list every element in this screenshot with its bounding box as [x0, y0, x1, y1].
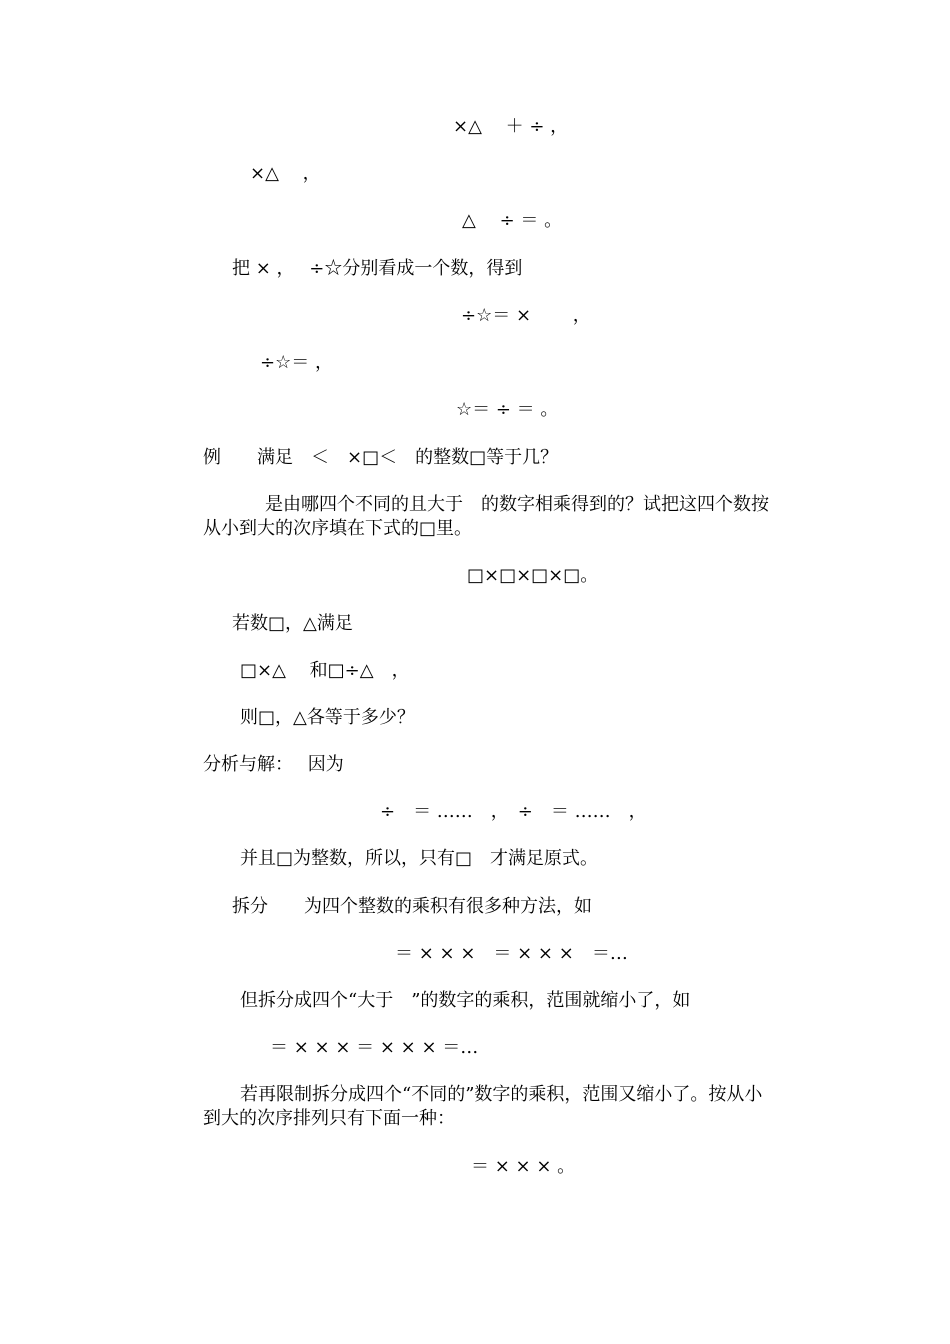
text-line-4: 把 × ， ÷☆分别看成一个数，得到: [232, 258, 523, 279]
text-line-17: 并且□为整数，所以，只有□ 才满足原式。: [240, 848, 599, 869]
text-line-19: ＝ × × × ＝ × × × ＝…: [395, 943, 628, 964]
text-line-6: ÷☆＝ ，: [260, 352, 333, 373]
text-line-11: □×□×□×□。: [467, 565, 599, 586]
text-line-10: 从小到大的次序填在下式的□里。: [203, 518, 473, 539]
analysis-heading: 分析与解： 因为: [203, 754, 344, 775]
text-line-9: 是由哪四个不同的且大于 的数字相乘得到的？试把这四个数按: [265, 494, 769, 515]
text-line-1: ×△ ＋ ÷ ，: [453, 116, 569, 137]
text-line-20: 但拆分成四个“大于 ”的数字的乘积，范围就缩小了，如: [240, 990, 691, 1011]
text-line-2: ×△ ，: [250, 163, 321, 184]
text-line-18: 拆分 为四个整数的乘积有很多种方法，如: [232, 896, 592, 917]
example-heading: 例 满足 ＜ ×□＜ 的整数□等于几？: [203, 447, 559, 468]
text-line-22: 若再限制拆分成四个“不同的”数字的乘积，范围又缩小了。按从小: [240, 1084, 763, 1105]
text-line-7: ☆＝ ÷ ＝ 。: [456, 399, 559, 420]
text-line-12: 若数□，△满足: [232, 613, 353, 634]
text-line-3: △ ÷ ＝ 。: [462, 210, 563, 231]
text-line-23: 到大的次序排列只有下面一种：: [203, 1108, 455, 1129]
text-line-21: ＝ × × × ＝ × × × ＝…: [270, 1037, 479, 1058]
text-line-24: ＝ × × × 。: [471, 1156, 576, 1177]
text-line-13: □×△ 和□÷△ ，: [240, 660, 410, 681]
text-line-16: ÷ ＝ …… ， ÷ ＝ …… ，: [380, 801, 647, 822]
text-line-14: 则□，△各等于多少？: [240, 707, 415, 728]
text-line-5: ÷☆＝ × ，: [461, 305, 591, 326]
